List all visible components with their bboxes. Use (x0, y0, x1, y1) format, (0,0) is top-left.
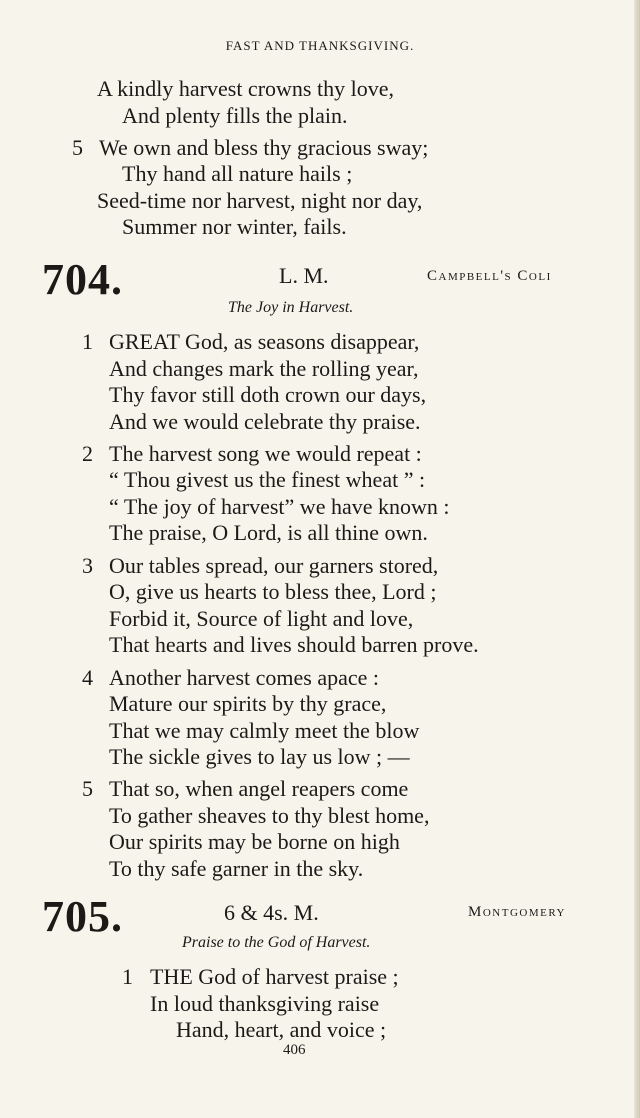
hymn-number: 705. (42, 892, 123, 941)
verse-line: The harvest song we would repeat : (109, 441, 422, 466)
hymn-title: Praise to the God of Harvest. (182, 934, 371, 951)
verse-line: To gather sheaves to thy blest home, (109, 803, 430, 828)
verse-line: Hand, heart, and voice ; (176, 1017, 387, 1042)
verse-line: To thy safe garner in the sky. (109, 856, 364, 881)
page-number: 406 (283, 1042, 306, 1058)
hymn-meter: 6 & 4s. M. (224, 900, 319, 925)
stanza-number: 2 (82, 441, 93, 466)
stanza-number: 5 (82, 776, 93, 801)
verse-line: Mature our spirits by thy grace, (109, 691, 387, 716)
verse-line: And plenty fills the plain. (122, 103, 348, 128)
verse-line: And we would celebrate thy praise. (109, 409, 421, 434)
stanza-number: 1 (122, 964, 133, 989)
verse-line: Seed-time nor harvest, night nor day, (97, 188, 423, 213)
stanza-number: 5 (72, 135, 83, 160)
verse-line: And changes mark the rolling year, (109, 356, 419, 381)
page-edge (634, 0, 640, 1118)
verse-line: That hearts and lives should barren prove. (109, 632, 479, 657)
verse-line: “ Thou givest us the finest wheat ” : (109, 467, 426, 492)
hymn-title: The Joy in Harvest. (228, 299, 354, 316)
verse-line: Our spirits may be borne on high (109, 829, 400, 854)
verse-line: Thy hand all nature hails ; (122, 161, 353, 186)
hymn-number: 704. (42, 255, 123, 304)
stanza-number: 3 (82, 553, 93, 578)
verse-line: GREAT God, as seasons disappear, (109, 329, 420, 354)
verse-line: A kindly harvest crowns thy love, (97, 76, 394, 101)
verse-line: Our tables spread, our garners stored, (109, 553, 439, 578)
running-head: FAST AND THANKSGIVING. (225, 38, 415, 53)
verse-line: Another harvest comes apace : (109, 665, 379, 690)
verse-line: That we may calmly meet the blow (109, 718, 420, 743)
stanza-number: 4 (82, 665, 93, 690)
verse-line: In loud thanksgiving raise (150, 991, 380, 1016)
verse-line: THE God of harvest praise ; (150, 964, 399, 989)
verse-line: The sickle gives to lay us low ; — (109, 744, 410, 769)
verse-line: Thy favor still doth crown our days, (109, 382, 427, 407)
verse-line: That so, when angel reapers come (109, 776, 409, 801)
hymn-meter: L. M. (279, 263, 329, 288)
verse-line: We own and bless thy gracious sway; (99, 135, 429, 160)
verse-line: Forbid it, Source of light and love, (109, 606, 414, 631)
stanza-number: 1 (82, 329, 93, 354)
tune-name: Montgomery (468, 904, 567, 920)
tune-name: Campbell's Coli (427, 268, 552, 284)
verse-line: “ The joy of harvest” we have known : (109, 494, 450, 519)
verse-line: The praise, O Lord, is all thine own. (109, 520, 428, 545)
verse-line: Summer nor winter, fails. (122, 214, 347, 239)
verse-line: O, give us hearts to bless thee, Lord ; (109, 579, 437, 604)
